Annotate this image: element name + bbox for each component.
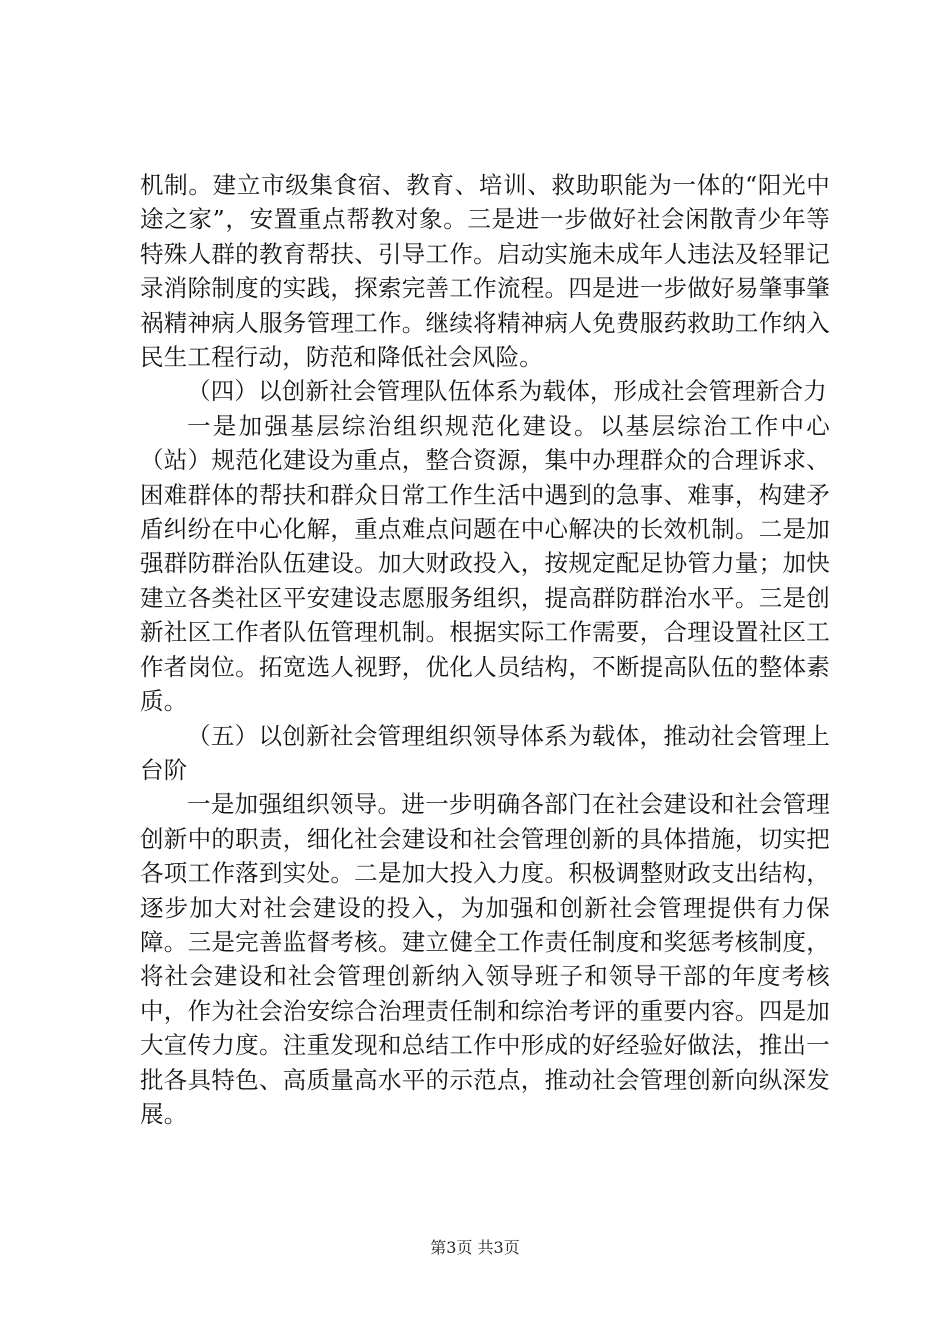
document-body [140, 168, 830, 1131]
body-paragraph-continuation: 机制。建立市级集食宿、教育、培训、救助职能为一体的“阳光中途之家”，安置重点帮教对象。三是进一步做好社会闲散青少年等特殊人群的教育帮扶、引导工作。启动实施未成年人违法及轻罪记录消除制度的实践，探索完善工作流程。四是进一步做好易肇事肇祸精神病人服务管理工作。继续将精神病人免费服药救助工作纳入民生工程行动，防范和降低社会风险。 [140, 171, 830, 372]
section-heading-5: （五）以创新社会管理组织领导体系为载体，推动社会管理上台阶 [140, 721, 830, 784]
body-paragraph-5: 一是加强组织领导。进一步明确各部门在社会建设和社会管理创新中的职责，细化社会建设和社会管理创新的具体措施，切实把各项工作落到实处。二是加大投入力度。积极调整财政支出结构，逐步加大对社会建设的投入，为加强和创新社会管理提供有力保障。三是完善监督考核。建立健全工作责任制度和奖惩考核制度，将社会建设和社会管理创新纳入领导班子和领导干部的年度考核中，作为社会治安综合治理责任制和综治考评的重要内容。四是加大宣传力度。注重发现和总结工作中形成的好经验好做法，推出一批各具特色、高质量高水平的示范点，推动社会管理创新向纵深发展。 [140, 790, 830, 1128]
section-heading-4: （四）以创新社会管理队伍体系为载体，形成社会管理新合力 [187, 377, 827, 406]
body-paragraph-4: 一是加强基层综治组织规范化建设。以基层综治工作中心（站）规范化建设为重点，整合资源，集中办理群众的合理诉求、困难群体的帮扶和群众日常工作生活中遇到的急事、难事，构建矛盾纠纷在中心化解，重点难点问题在中心解决的长效机制。二是加强群防群治队伍建设。加大财政投入，按规定配足协管力量；加快建立各类社区平安建设志愿服务组织，提高群防群治水平。三是创新社区工作者队伍管理机制。根据实际工作需要，合理设置社区工作者岗位。拓宽选人视野，优化人员结构，不断提高队伍的整体素质。 [140, 411, 830, 716]
page-number-footer: 第3页 共3页 [430, 1238, 520, 1257]
